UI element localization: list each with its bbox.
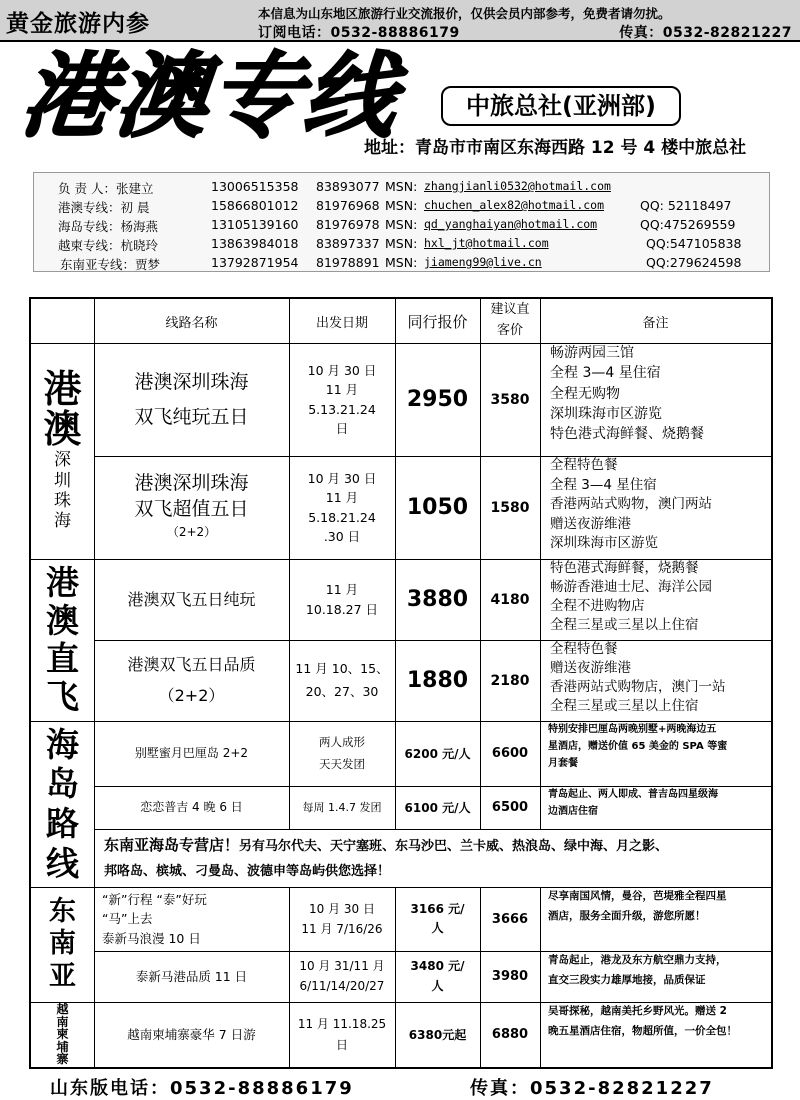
route-name: 越南柬埔寨豪华 7 日游 [127, 1026, 256, 1042]
departure-dates [289, 343, 395, 456]
route-line: （2+2） [166, 525, 217, 540]
note-line: 深圳珠海市区游览 [550, 535, 658, 552]
note-line: 全程无购物 [550, 385, 620, 402]
header-retail-line2: 客价 [496, 323, 523, 338]
trade-price [395, 887, 480, 951]
price-line: 3480 元/ [410, 959, 465, 974]
note-line: 月套餐 [548, 758, 578, 769]
retail-price: 3666 [491, 911, 529, 927]
section-char: 直 [46, 639, 79, 678]
retail-price: 6500 [491, 800, 529, 815]
section-char: 埔 [56, 1039, 69, 1054]
note-line: 全程三星或三星以上住宿 [550, 616, 699, 633]
note-line: 全程特色餐 [550, 457, 618, 473]
section-char: 寨 [56, 1052, 69, 1067]
contact-qq: QQ:279624598 [646, 255, 742, 270]
contact-row [34, 178, 771, 197]
contact-qq: QQ:547105838 [646, 236, 742, 251]
section-char: 东 [49, 895, 76, 927]
route-name: 恋恋普吉 4 晚 6 日 [140, 799, 243, 814]
note-line: 吴哥探秘，越南美托乡野风光。赠送 2 [548, 1005, 727, 1017]
note-line: 晚五星酒店住宿，物超所值，一价全包！ [548, 1024, 737, 1037]
section-char: 海 [46, 724, 79, 764]
section-char: 岛 [46, 764, 79, 804]
footer-fax: 传真：0532-82821227 [470, 1078, 714, 1099]
date-line: 11 月 [325, 490, 359, 506]
route-line: 双飞纯玩五日 [134, 405, 249, 428]
date-line: 6/11/14/20/27 [299, 978, 385, 993]
island-banner [94, 829, 772, 887]
section-char: 线 [46, 843, 79, 883]
banner-lead: 东南亚海岛专营店！ [104, 836, 240, 854]
note-line: 青岛起止，港龙及东方航空鼎力支持， [548, 954, 727, 966]
date-line: 10 月 30 日 [307, 470, 377, 486]
departure-dates [289, 721, 395, 786]
contact-msn[interactable]: jiameng99@live.cn [424, 255, 542, 269]
date-line: 天天发团 [319, 756, 365, 771]
route-line: 港澳双飞五日品质 [127, 655, 256, 675]
note-line: 特色港式海鲜餐，烧鹅餐 [550, 560, 699, 576]
retail-price: 3580 [490, 391, 530, 408]
note-line: 青岛起止、两人即成、普吉岛四星级海 [548, 789, 718, 800]
retail-price: 4180 [490, 591, 530, 608]
route-line: （2+2） [158, 685, 225, 705]
section-vietnam-cambodia [31, 1002, 94, 1067]
route-name [94, 456, 289, 559]
price-line: 3166 元/ [410, 901, 465, 916]
section-char: 路 [46, 804, 79, 843]
brand-name: 黄金旅游内参 [6, 11, 150, 37]
msn-label: MSN: [385, 255, 418, 270]
section-hk-macau-shenzhen [31, 343, 94, 559]
route-notes [540, 640, 771, 721]
note-line: 酒店，服务全面升级，游您所愿！ [548, 909, 706, 922]
contact-role: 海岛专线：杨海燕 [58, 219, 159, 234]
route-notes [540, 721, 771, 786]
route-line: “新”行程 “泰”好玩 [102, 891, 207, 907]
note-line: 畅游两园三馆 [550, 345, 634, 361]
contact-tel: 83893077 [316, 179, 380, 194]
contact-row [34, 235, 771, 254]
contact-role: 负 责 人：张建立 [58, 181, 154, 196]
section-char: 南 [49, 928, 76, 960]
trade-price: 1880 [406, 668, 469, 693]
departure-dates [289, 559, 395, 640]
msn-label: MSN: [385, 179, 418, 194]
section-char: 柬 [56, 1027, 69, 1042]
header-retail-line1: 建议直 [490, 302, 530, 318]
note-line: 香港两站式购物店，澳门一站 [550, 678, 726, 695]
date-line: 两人成形 [319, 734, 365, 749]
contact-role: 东南亚专线：贾梦 [60, 257, 161, 272]
header-notes: 备注 [642, 315, 669, 331]
msn-label: MSN: [385, 198, 418, 213]
departure-dates: 每周 1.4.7 发团 [302, 800, 382, 814]
note-line: 赠送夜游维港 [550, 659, 631, 676]
date-line: 10 月 30 日 [309, 901, 375, 916]
header-price: 同行报价 [407, 312, 468, 331]
route-line: 港澳深圳珠海 [134, 472, 249, 495]
departure-dates [289, 887, 395, 951]
note-line: 特色港式海鲜餐、烧鹅餐 [550, 426, 704, 443]
route-name [94, 640, 289, 721]
note-line: 全程 3—4 星住宿 [550, 365, 661, 382]
footer-phone: 山东版电话：0532-88886179 [50, 1078, 354, 1099]
section-char: 飞 [46, 676, 79, 716]
note-line: 直交三段实力雄厚地接，品质保证 [548, 973, 706, 986]
route-line: 泰新马浪漫 10 日 [102, 930, 201, 946]
date-line: 11 月 10、15、 [295, 661, 389, 676]
contact-tel: 81976978 [316, 217, 380, 232]
date-line: 11 月 11.18.25 [297, 1017, 387, 1032]
contact-mobile: 13006515358 [211, 179, 299, 194]
route-name: 别墅蜜月巴厘岛 2+2 [134, 745, 249, 760]
departure-dates [289, 1002, 395, 1067]
section-char: 珠 [54, 490, 71, 511]
contact-row [34, 254, 771, 273]
route-notes [540, 559, 771, 640]
note-line: 特别安排巴厘岛两晚别墅+两晚海边五 [548, 724, 717, 735]
section-char: 澳 [43, 407, 82, 452]
contact-tel: 81976968 [316, 198, 380, 213]
date-line: 11 月 [325, 582, 359, 598]
contact-tel: 81978891 [316, 255, 380, 270]
page-title: 港澳专线 [16, 42, 404, 150]
section-char: 港 [46, 563, 79, 603]
contact-msn[interactable]: chuchen_alex82@hotmail.com [424, 198, 605, 212]
note-line: 全程不进购物店 [550, 597, 645, 614]
trade-price: 3880 [406, 587, 469, 612]
route-notes [540, 1002, 771, 1067]
retail-price: 6880 [491, 1027, 529, 1042]
date-line: 20、27、30 [305, 683, 379, 699]
note-line: 香港两站式购物，澳门两站 [550, 496, 712, 513]
route-notes [540, 456, 771, 559]
departure-dates [289, 640, 395, 721]
date-line: 10.18.27 日 [305, 601, 379, 617]
contact-list [33, 172, 770, 272]
date-line: 日 [335, 1037, 348, 1052]
contact-mobile: 13863984018 [211, 236, 299, 251]
section-char: 港 [43, 367, 82, 412]
departure-dates [289, 951, 395, 1002]
contact-row [34, 197, 771, 216]
section-southeast-asia [31, 887, 94, 1002]
contact-qq: QQ: 52118497 [640, 198, 732, 213]
contact-role: 港澳专线：初 晨 [58, 200, 150, 215]
agency-badge: 中旅总社(亚洲部) [441, 86, 681, 126]
route-line: 港澳深圳珠海 [134, 371, 249, 394]
contact-msn[interactable]: hxl_jt@hotmail.com [424, 236, 549, 250]
section-char: 南 [56, 1014, 69, 1029]
msn-label: MSN: [385, 236, 418, 251]
route-notes [540, 887, 771, 951]
price-line: 人 [431, 921, 444, 935]
note-line: 深圳珠海市区游览 [550, 405, 662, 422]
contact-msn[interactable]: zhangjianli0532@hotmail.com [424, 179, 611, 193]
contact-qq: QQ:475269559 [640, 217, 736, 232]
note-line: 畅游香港迪士尼、海洋公园 [550, 578, 712, 595]
route-line: 双飞超值五日 [134, 497, 249, 520]
route-line: “马”上去 [102, 911, 153, 927]
top-header [0, 0, 800, 42]
banner-text-1: 另有马尔代夫、天宁塞班、东马沙巴、兰卡威、热浪岛、绿中海、月之影、 [239, 839, 669, 854]
note-line: 全程特色餐 [550, 641, 618, 657]
date-line: 10 月 31/11 月 [299, 959, 385, 974]
date-line: 11 月 7/16/26 [301, 922, 383, 936]
section-island-routes [31, 721, 94, 887]
date-line: 5.18.21.24 [308, 509, 376, 525]
note-line: 全程三星或三星以上住宿 [550, 697, 699, 714]
trade-price: 6100 元/人 [404, 800, 471, 815]
contact-tel: 83897337 [316, 236, 380, 251]
section-char: 越 [56, 1002, 69, 1017]
msn-label: MSN: [385, 217, 418, 232]
date-line: 11 月 [325, 382, 359, 398]
trade-price: 6380元起 [408, 1027, 467, 1042]
section-char: 海 [54, 511, 71, 532]
agency-address: 地址：青岛市市南区东海西路 12 号 4 楼中旅总社 [364, 138, 747, 158]
retail-price: 3980 [491, 969, 529, 984]
section-hk-macau-direct [31, 559, 94, 721]
note-line: 赠送夜游维港 [550, 515, 631, 532]
trade-price: 2950 [406, 387, 469, 412]
footer-bar [0, 1072, 800, 1100]
route-name [94, 887, 289, 951]
subscribe-phone: 订阅电话：0532-88886179 [258, 25, 460, 41]
retail-price: 1580 [490, 499, 530, 516]
section-char: 深 [54, 450, 71, 471]
route-notes [540, 343, 771, 456]
section-char: 澳 [46, 601, 79, 641]
date-line: 5.13.21.24 [308, 401, 376, 417]
trade-price: 1050 [406, 495, 469, 520]
route-price-table [29, 297, 773, 1069]
note-line: 边酒店住宿 [548, 806, 598, 817]
route-name: 港澳双飞五日纯玩 [127, 589, 256, 609]
trade-price: 6200 元/人 [404, 746, 471, 761]
route-name: 泰新马港品质 11 日 [135, 968, 248, 984]
header-date: 出发日期 [315, 315, 368, 331]
note-line: 尽享南国风情，曼谷，芭堤雅全程四星 [548, 890, 727, 902]
header-fax: 传真：0532-82821227 [619, 25, 792, 41]
contact-mobile: 15866801012 [211, 198, 299, 213]
contact-msn[interactable]: qd_yanghaiyan@hotmail.com [424, 217, 598, 231]
retail-price: 2180 [490, 672, 530, 689]
date-line: .30 日 [323, 528, 361, 544]
note-line: 星酒店，赠送价值 65 美金的 SPA 等蜜 [548, 741, 728, 752]
note-line: 全程 3—4 星住宿 [550, 476, 657, 493]
section-char: 圳 [54, 470, 71, 491]
date-line: 10 月 30 日 [307, 362, 377, 378]
price-line: 人 [431, 978, 444, 993]
contact-role: 越柬专线：杭晓玲 [58, 238, 159, 253]
route-notes [540, 786, 771, 829]
departure-dates [289, 456, 395, 559]
member-notice: 本信息为山东地区旅游行业交流报价，仅供会员内部参考，免费者请勿扰。 [258, 6, 671, 21]
route-notes [540, 951, 771, 1002]
retail-price: 6600 [491, 746, 529, 761]
contact-mobile: 13792871954 [211, 255, 299, 270]
header-retail [480, 299, 540, 343]
contact-mobile: 13105139160 [211, 217, 299, 232]
contact-row [34, 216, 771, 235]
section-char: 亚 [49, 960, 76, 992]
banner-text-2: 邦咯岛、槟城、刁曼岛、波德申等岛屿供您选择！ [104, 863, 391, 879]
date-line: 日 [335, 420, 349, 436]
header-route: 线路名称 [165, 315, 218, 331]
route-name [94, 343, 289, 456]
trade-price [395, 951, 480, 1002]
